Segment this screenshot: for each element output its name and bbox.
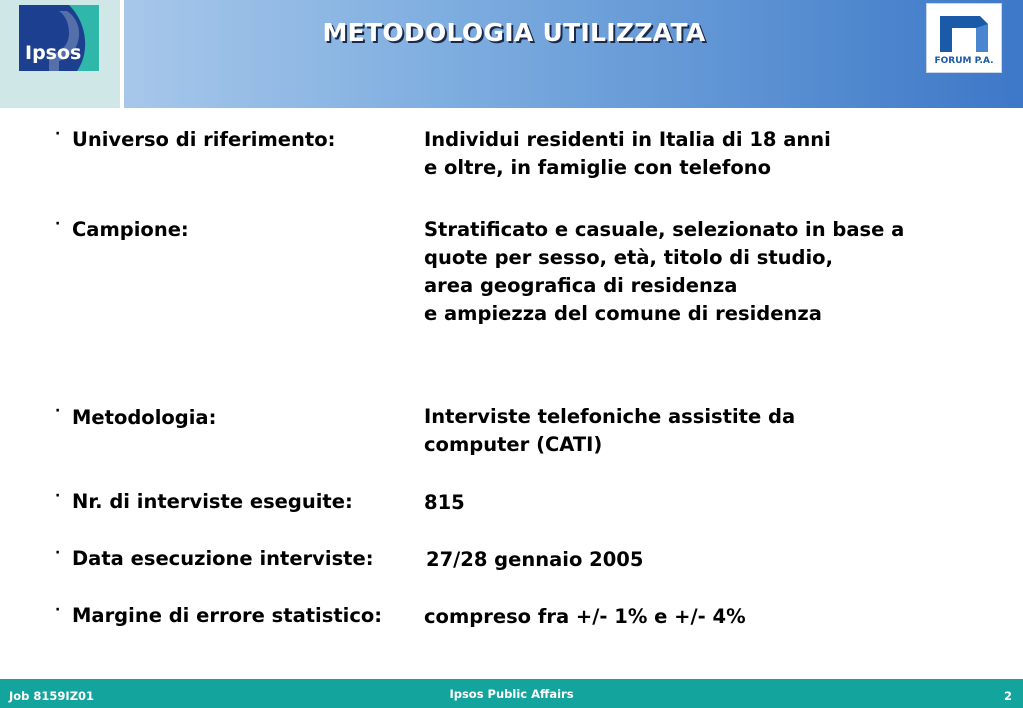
item-value-line: e ampiezza del comune di residenza [424,302,822,325]
item-value-line: Interviste telefoniche assistite da [424,405,796,428]
item-label: Metodologia: [72,406,217,429]
item-value-line: 815 [424,491,465,514]
logo-panel [0,0,120,108]
item-value [424,489,465,517]
header-band [124,0,1023,108]
item-value-line: compreso fra +/- 1% e +/- 4% [424,605,746,628]
item-label: Universo di riferimento: [72,128,336,151]
forum-pa-logo [926,3,1002,73]
item-value [424,216,904,328]
footer [0,679,1023,708]
bullet: · [55,216,61,232]
item-label: Nr. di interviste eseguite: [72,490,353,513]
item-value-line: e oltre, in famiglie con telefono [424,156,772,179]
bullet: · [55,602,61,618]
bullet: · [55,488,61,504]
item-value [424,126,831,182]
footer-page-number: 2 [1003,689,1012,703]
forum-pa-logo-text: FORUM P.A. [934,56,994,66]
footer-company: Ipsos Public Affairs [449,687,574,701]
ipsos-logo [19,5,99,71]
item-value [424,603,746,631]
item-value-line: 27/28 gennaio 2005 [426,548,644,571]
item-value [424,403,795,459]
footer-job-number: Job 8159IZ01 [9,689,95,703]
item-value-line: quote per sesso, età, titolo di studio, [424,246,833,269]
forum-pa-mark-icon [936,12,992,54]
page-title: METODOLOGIA UTILIZZATA [322,18,706,47]
bullet: · [55,545,61,561]
bullet: · [55,126,61,142]
item-label: Margine di errore statistico: [72,604,383,627]
item-label: Data esecuzione interviste: [72,547,374,570]
ipsos-logo-text: Ipsos [25,42,82,64]
item-value [426,546,643,574]
item-value-line: Stratificato e casuale, selezionato in base a [424,218,905,241]
header [0,0,1023,108]
item-value-line: area geografica di residenza [424,274,738,297]
item-label: Campione: [72,218,189,241]
bullet: · [55,403,61,419]
item-value-line: Individui residenti in Italia di 18 anni [424,128,831,151]
item-value-line: computer (CATI) [424,433,603,456]
